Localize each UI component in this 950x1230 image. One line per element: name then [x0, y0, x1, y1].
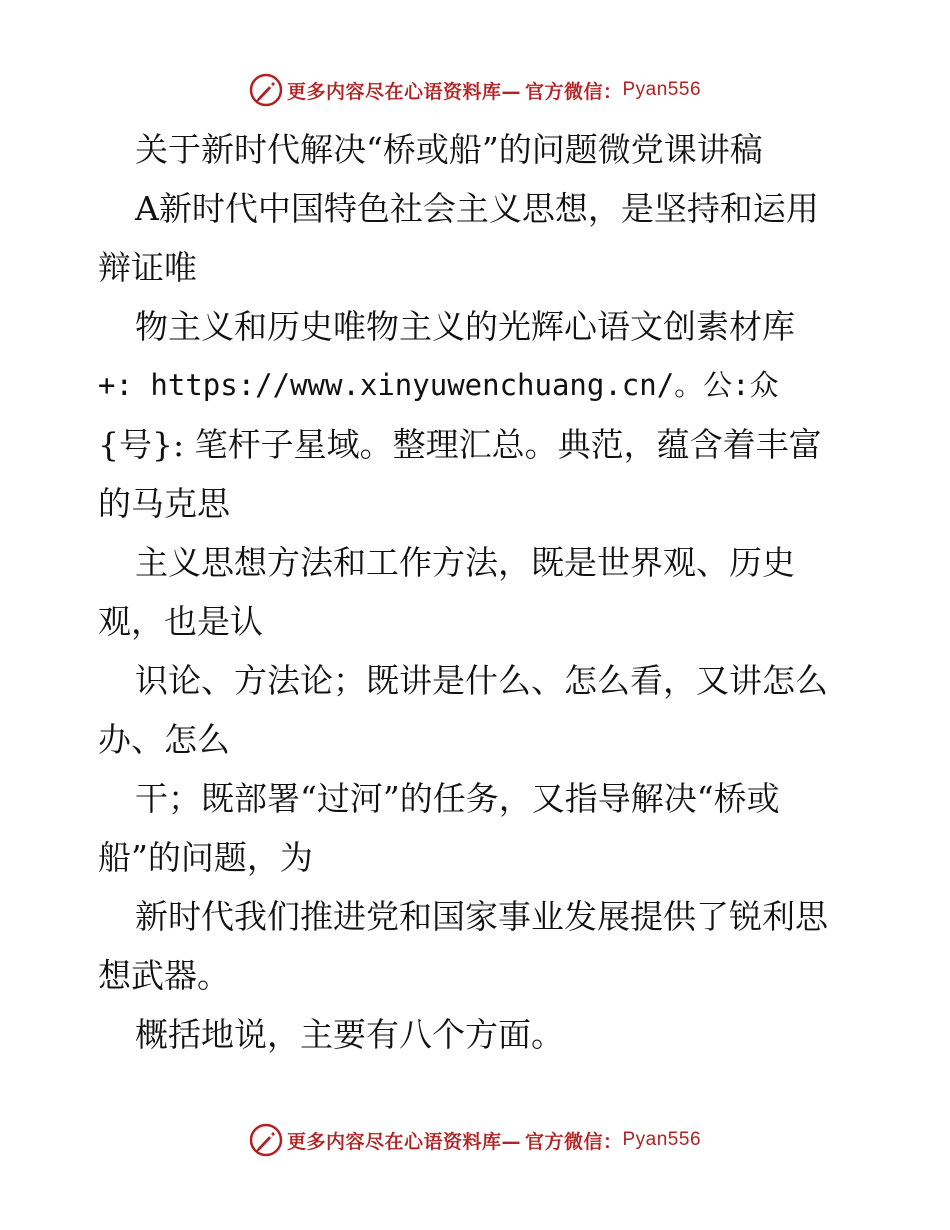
paragraph-line: 概括地说，主要有八个方面。 — [135, 1015, 564, 1054]
header-promo-text: 更多内容尽在心语资料库— — [286, 80, 521, 103]
paragraph-line: 辩证唯 — [98, 248, 197, 287]
paragraph-line-url: +: https://www.xinyuwenchuang.cn/。公:众 — [98, 368, 779, 402]
paragraph-line: 的马克思 — [98, 484, 230, 523]
paragraph-line: 办、怎么 — [98, 720, 230, 759]
header-watermark-banner — [0, 70, 950, 110]
paragraph-line: 观，也是认 — [98, 602, 263, 641]
paragraph-line: 主义思想方法和工作方法，既是世界观、历史 — [135, 543, 795, 582]
footer-wechat-id: Pyan556 — [622, 1129, 702, 1150]
document-title: 关于新时代解决“桥或船”的问题微党课讲稿 — [135, 130, 763, 169]
footer-promo-text: 更多内容尽在心语资料库— — [286, 1130, 521, 1153]
footer-watermark-banner — [0, 1120, 950, 1160]
paragraph-line: 物主义和历史唯物主义的光辉心语文创素材库 — [135, 307, 795, 346]
paragraph-line: 船”的问题，为 — [98, 838, 313, 877]
quill-pen-logo-icon — [249, 1123, 283, 1157]
header-wechat-label: 官方微信： — [524, 80, 623, 103]
paragraph-line: 想武器。 — [98, 956, 230, 995]
paragraph-line: A新时代中国特色社会主义思想，是坚持和运用 — [135, 189, 819, 228]
paragraph-line: 识论、方法论；既讲是什么、怎么看，又讲怎么 — [135, 661, 828, 700]
footer-wechat-label: 官方微信： — [524, 1130, 623, 1153]
header-wechat-id: Pyan556 — [622, 79, 702, 100]
paragraph-line: 新时代我们推进党和国家事业发展提供了锐利思 — [135, 897, 828, 936]
quill-pen-logo-icon — [249, 73, 283, 107]
document-body — [98, 120, 858, 1064]
paragraph-line: {号}: 笔杆子星域。整理汇总。典范，蕴含着丰富 — [98, 425, 822, 464]
paragraph-line: 干；既部署“过河”的任务，又指导解决“桥或 — [135, 779, 780, 818]
